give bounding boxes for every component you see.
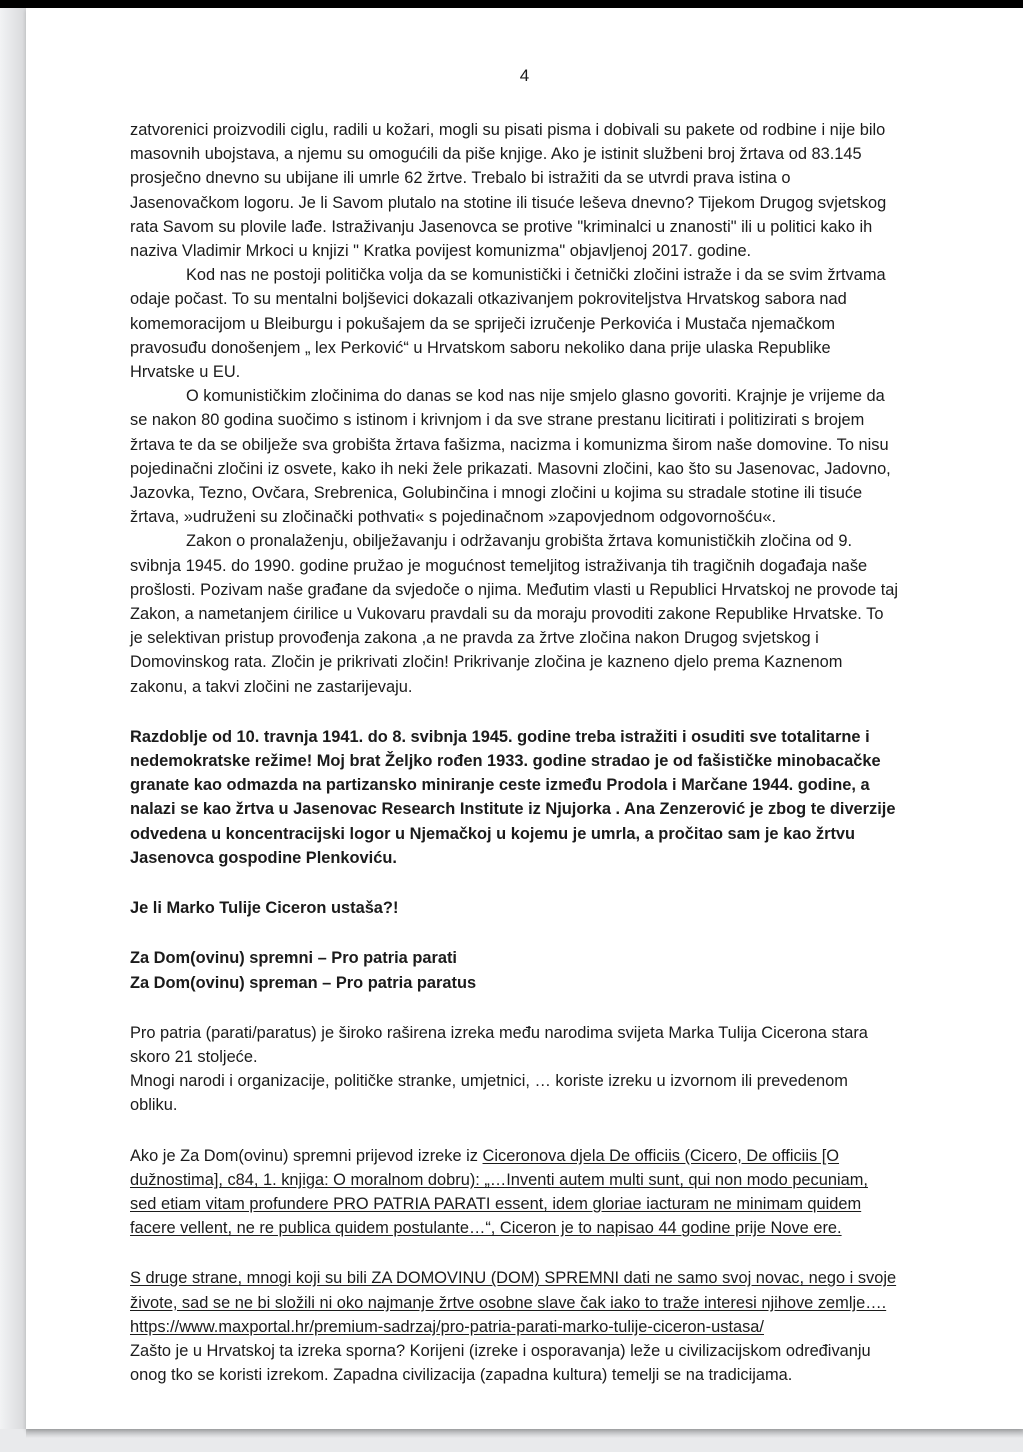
paragraph-11-lead-in: Ako je Za Dom(ovinu) spremni prijevod izreke iz — [130, 1146, 483, 1165]
spacer-before-other-side — [130, 1240, 898, 1266]
page-number: 4 — [519, 66, 530, 85]
paragraph-7-motto-parati: Za Dom(ovinu) spremni – Pro patria parati — [130, 949, 457, 968]
paragraph-11-cicero-citation: Ciceronova djela De officiis (Cicero, De officiis [O dužnostima], c84, 1. knjiga: O moralnom dobru): „…Inventi autem multi sunt, qui non modo pecuniam, sed etiam vitam profundere PRO PATRIA PARATI essent, idem gloriae iacturam ne minimam quidem facere vellent, ne re publica quidem postulante…“, Ciceron je to napisao 44 godine prije Nove ere. — [130, 1146, 868, 1238]
document-body — [130, 118, 898, 1387]
paragraph-6-question: Je li Marko Tulije Ciceron ustaša?! — [130, 899, 399, 918]
left-gutter-shading — [0, 8, 26, 1429]
spacer-before-bold-block — [130, 699, 898, 725]
paragraph-12 — [130, 1266, 898, 1314]
paragraph-10: Mnogi narodi i organizacije, političke stranke, umjetnici, … koriste izreku u izvornom ili prevedenom obliku. — [130, 1072, 848, 1115]
paragraph-13 — [130, 1315, 898, 1339]
paragraph-9: Pro patria (parati/paratus) je široko raširena izreka među narodima svijeta Marka Tulija Cicerona stara skoro 21 stoljeće. — [130, 1023, 868, 1066]
paragraph-3: O komunističkim zločinima do danas se kod nas nije smjelo glasno govoriti. Krajnje je vrijeme da se nakon 80 godina suočimo s istinom i krivnjom i da sve strane prestanu licitirati i politizirati s brojem žrtava te da se obilježe sva grobišta žrtava fašizma, nacizma i komunizma širom naše domovine. To nisu pojedinačni zločini iz osvete, kako ih neki žele prikazati. Masovni zločini, kao što su Jasenovac, Jadovno, Jazovka, Tezno, Ovčara, Srebrenica, Golubinčina i mnogi zločini u kojima su stradale stotine ili tisuće žrtava, »udruženi su zločinački pothvati« s pojedinačnom »zapovjednom odgovornošću«. — [130, 387, 891, 527]
spacer-before-cicero-quote — [130, 1118, 898, 1144]
paragraph-5-bold: Razdoblje od 10. travnja 1941. do 8. svibnja 1945. godine treba istražiti i osuditi sve totalitarne i nedemokratske režime! Moj brat Željko rođen 1933. godine stradao je od fašističke minobacačke granate kao odmazda na partizansko miniranje ceste između Prodola i Marčane 1944. godine, a nalazi se kao žrtva u Jasenovac Research Institute iz Njujorka . Ana Zenzerović je zbog te diverzije odvedena u koncentracijski logor u Njemačkoj u kojemu je umrla, a pročitao sam je kao žrtvu Jasenovca gospodine Plenkoviću. — [130, 727, 896, 867]
paragraph-1: zatvorenici proizvodili ciglu, radili u kožari, mogli su pisati pisma i dobivali su pakete od rodbine i nije bilo masovnih ubojstava, a njemu su omogućili da piše knjige. Ako je istinit službeni broj žrtava od 83.145 prosječno dnevno su ubijane ili umrle 62 žrtve. Trebalo bi istražiti da se utvrdi prava istina o Jasenovačkom logoru. Je li Savom plutalo na stotine ili tisuće leševa dnevno? Tijekom Drugog svjetskog rata Savom su plovile lađe. Istraživanju Jasenovca se protive "kriminalci u znanosti" ili u politici kako ih naziva Vladimir Mrkoci u knjizi " Kratka povijest komunizma" objavljenoj 2017. godine. — [130, 121, 887, 261]
top-black-bar — [0, 0, 1023, 8]
document-page — [26, 8, 1023, 1429]
page-bottom-shadow — [26, 1429, 1023, 1438]
paragraph-14: Zašto je u Hrvatskoj ta izreka sporna? Korijeni (izreke i osporavanja) leže u civilizacijskom određivanju onog tko se koristi izrekom. Zapadna civilizacija (zapadna kultura) temelji se na tradicijama. — [130, 1341, 871, 1385]
paragraph-12-text: S druge strane, mnogi koji su bili ZA DOMOVINU (DOM) SPREMNI dati ne samo svoj novac, nego i svoje živote, sad se ne bi složili ni oko najmanje žrtve osobne slave čak iako to traže interesi njihove zemlje…. — [130, 1269, 897, 1312]
paragraph-2: Kod nas ne postoji politička volja da se komunistički i četnički zločini istraže i da se svim žrtvama odaje počast. To su mentalni boljševici dokazali otkazivanjem pokroviteljstva Hrvatskog sabora nad komemoracijom u Bleiburgu i pokušajem da se spriječi izručenje Perkovića i Mustača njemačkom pravosuđu donošenjem „ lex Perković“ u Hrvatskom saboru nekoliko dana prije ulaska Republike Hrvatske u EU. — [130, 266, 886, 382]
paragraph-4: Zakon o pronalaženju, obilježavanju i održavanju grobišta žrtava komunističkih zločina od 9. svibnja 1945. do 1990. godine pružao je mogućnost temeljitog istraživanja tih tragičnih događaja naše prošlosti. Pozivam naše građane da svjedoče o njima. Međutim vlasti u Republici Hrvatskoj ne provode taj Zakon, a nametanjem ćirilice u Vukovaru pravdali su da moraju provoditi zakone Republike Hrvatske. To je selektivan pristup provođenja zakona ,a ne pravda za žrtve zločina nakon Drugog svjetskog i Domovinskog rata. Zločin je prikrivati zločin! Prikrivanje zločina je kazneno djelo prema Kaznenom zakonu, a takvi zločini ne zastarijevaju. — [130, 532, 899, 696]
spacer-before-pro-patria — [130, 995, 898, 1021]
spacer-before-question — [130, 870, 898, 896]
spacer-before-motto — [130, 920, 898, 946]
paragraph-11 — [130, 1144, 898, 1241]
paragraph-8-motto-paratus: Za Dom(ovinu) spreman – Pro patria paratus — [130, 973, 477, 992]
source-url-link[interactable]: https://www.maxportal.hr/premium-sadrzaj/pro-patria-parati-marko-tulije-ciceron-ustasa/ — [130, 1317, 764, 1336]
